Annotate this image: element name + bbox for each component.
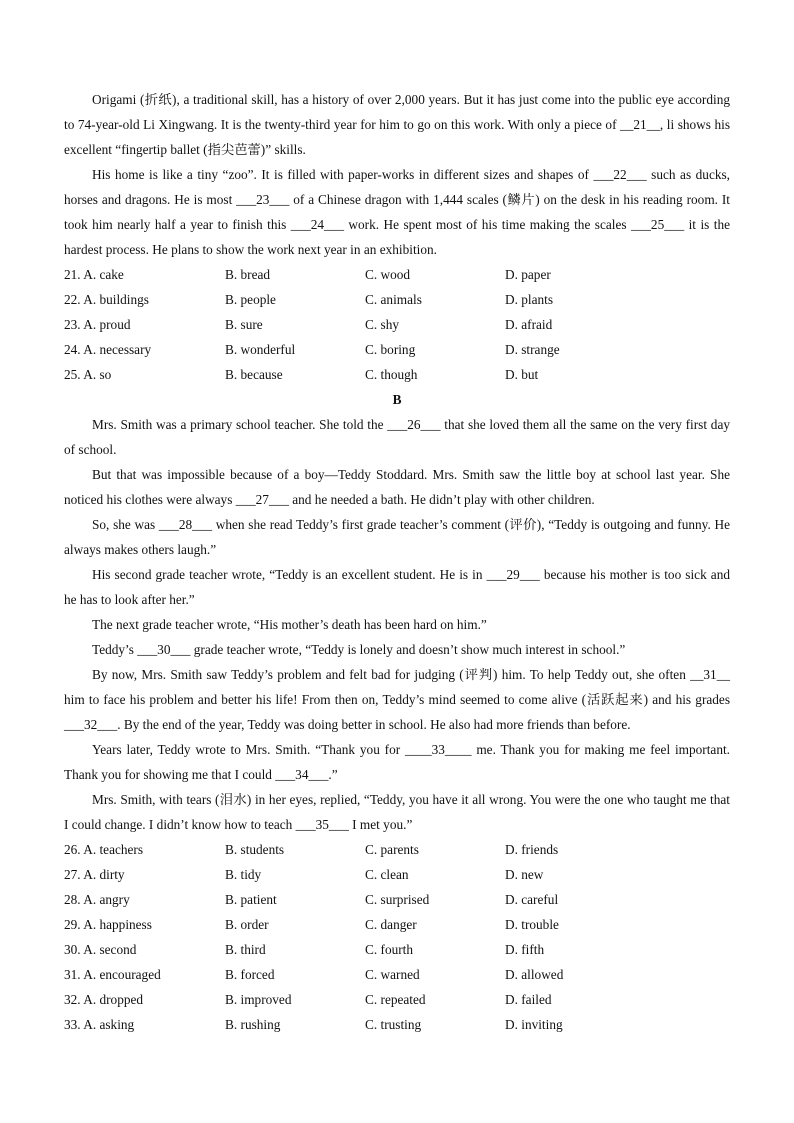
option-a: 31. A. encouraged [64,967,161,982]
option-d: D. plants [505,292,554,307]
question-row [64,312,730,337]
option-b: B. patient [225,892,277,907]
passage-paragraph: By now, Mrs. Smith saw Teddy’s problem and felt bad for judging (评判) him. To help Teddy out, she often __31__ him to face his problem and better his life! From then on, Teddy’s mind seemed to come alive (活跃起来) and his grades ___32___. By the end of the year, Teddy was doing better in school. He also had more friends than before. [64,667,730,732]
passage-paragraph: Years later, Teddy wrote to Mrs. Smith. “Thank you for ____33____ me. Thank you for making me feel important. Thank you for showing me that I could ___34___.” [64,742,730,782]
worksheet-page [64,87,730,1037]
option-c: C. though [365,367,418,382]
passage-paragraph: His home is like a tiny “zoo”. It is filled with paper-works in different sizes and shapes of ___22___ such as ducks, horses and dragons. He is most ___23___ of a Chinese dragon with 1,444 scales (鳞片) on the desk in his reading room. It took him nearly half a year to finish this ___24___ work. He spent most of his time making the scales ___25___ it is the hardest process. He plans to show the work next year in an exhibition. [64,167,730,257]
option-d: D. but [505,367,539,382]
question-row [64,287,730,312]
option-a: 26. A. teachers [64,842,144,857]
options-a [64,262,730,387]
option-d: D. trouble [505,917,559,932]
question-row [64,1012,730,1037]
option-d: D. paper [505,267,551,282]
option-c: C. wood [365,267,411,282]
question-row [64,887,730,912]
option-a: 23. A. proud [64,317,131,332]
option-b: B. people [225,292,276,307]
option-d: D. afraid [505,317,553,332]
option-d: D. friends [505,842,559,857]
option-d: D. careful [505,892,559,907]
passage-paragraph: The next grade teacher wrote, “His mother’s death has been hard on him.” [92,617,487,632]
option-b: B. wonderful [225,342,296,357]
option-a: 27. A. dirty [64,867,125,882]
option-b: B. students [225,842,285,857]
option-a: 21. A. cake [64,267,124,282]
option-c: C. danger [365,917,417,932]
option-a: 22. A. buildings [64,292,149,307]
option-d: D. new [505,867,544,882]
question-row [64,862,730,887]
passage-paragraph: Mrs. Smith was a primary school teacher. She told the ___26___ that she loved them all the same on the very first day of school. [64,417,730,457]
passage-paragraph: His second grade teacher wrote, “Teddy is an excellent student. He is in ___29___ because his mother is too sick and he has to look after her.” [64,567,730,607]
passage-paragraph: Teddy’s ___30___ grade teacher wrote, “Teddy is lonely and doesn’t show much interest in school.” [92,642,626,657]
option-a: 28. A. angry [64,892,130,907]
question-row [64,362,730,387]
option-a: 24. A. necessary [64,342,152,357]
option-a: 30. A. second [64,942,137,957]
question-row [64,962,730,987]
option-b: B. third [225,942,266,957]
option-b: B. bread [225,267,271,282]
question-row [64,337,730,362]
section-label: B [392,392,402,407]
passage-paragraph: Mrs. Smith, with tears (泪水) in her eyes, replied, “Teddy, you have it all wrong. You were the one who taught me that I could change. I didn’t know how to teach ___35___ I met you.” [64,792,730,832]
option-a: 29. A. happiness [64,917,152,932]
passage-b [64,412,730,837]
option-c: C. boring [365,342,416,357]
passage-paragraph: Origami (折纸), a traditional skill, has a history of over 2,000 years. But it has just come into the public eye according to 74-year-old Li Xingwang. It is the twenty-third year for him to go on this work. With only a piece of __21__, li shows his excellent “fingertip ballet (指尖芭蕾)” skills. [64,92,730,157]
option-d: D. allowed [505,967,564,982]
question-row [64,987,730,1012]
passage-a [64,87,730,262]
option-c: C. clean [365,867,409,882]
passage-paragraph: But that was impossible because of a boy—Teddy Stoddard. Mrs. Smith saw the little boy at school last year. She noticed his clothes were always ___27___ and he needed a bath. He didn’t play with other children. [64,467,730,507]
option-b: B. forced [225,967,275,982]
option-b: B. tidy [225,867,262,882]
question-row [64,262,730,287]
option-b: B. sure [225,317,263,332]
option-c: C. warned [365,967,420,982]
question-row [64,937,730,962]
option-b: B. order [225,917,269,932]
option-c: C. repeated [365,992,426,1007]
option-a: 25. A. so [64,367,112,382]
option-d: D. fifth [505,942,545,957]
option-b: B. because [225,367,283,382]
option-c: C. surprised [365,892,430,907]
option-a: 33. A. asking [64,1017,135,1032]
option-c: C. shy [365,317,399,332]
option-c: C. parents [365,842,419,857]
question-row [64,837,730,862]
option-c: C. animals [365,292,422,307]
options-b [64,837,730,1037]
question-row [64,912,730,937]
option-b: B. improved [225,992,292,1007]
passage-paragraph: So, she was ___28___ when she read Teddy’s first grade teacher’s comment (评价), “Teddy is outgoing and funny. He always makes others laugh.” [64,517,730,557]
option-b: B. rushing [225,1017,281,1032]
option-c: C. trusting [365,1017,422,1032]
option-a: 32. A. dropped [64,992,144,1007]
option-d: D. failed [505,992,552,1007]
option-c: C. fourth [365,942,414,957]
option-d: D. inviting [505,1017,563,1032]
option-d: D. strange [505,342,560,357]
